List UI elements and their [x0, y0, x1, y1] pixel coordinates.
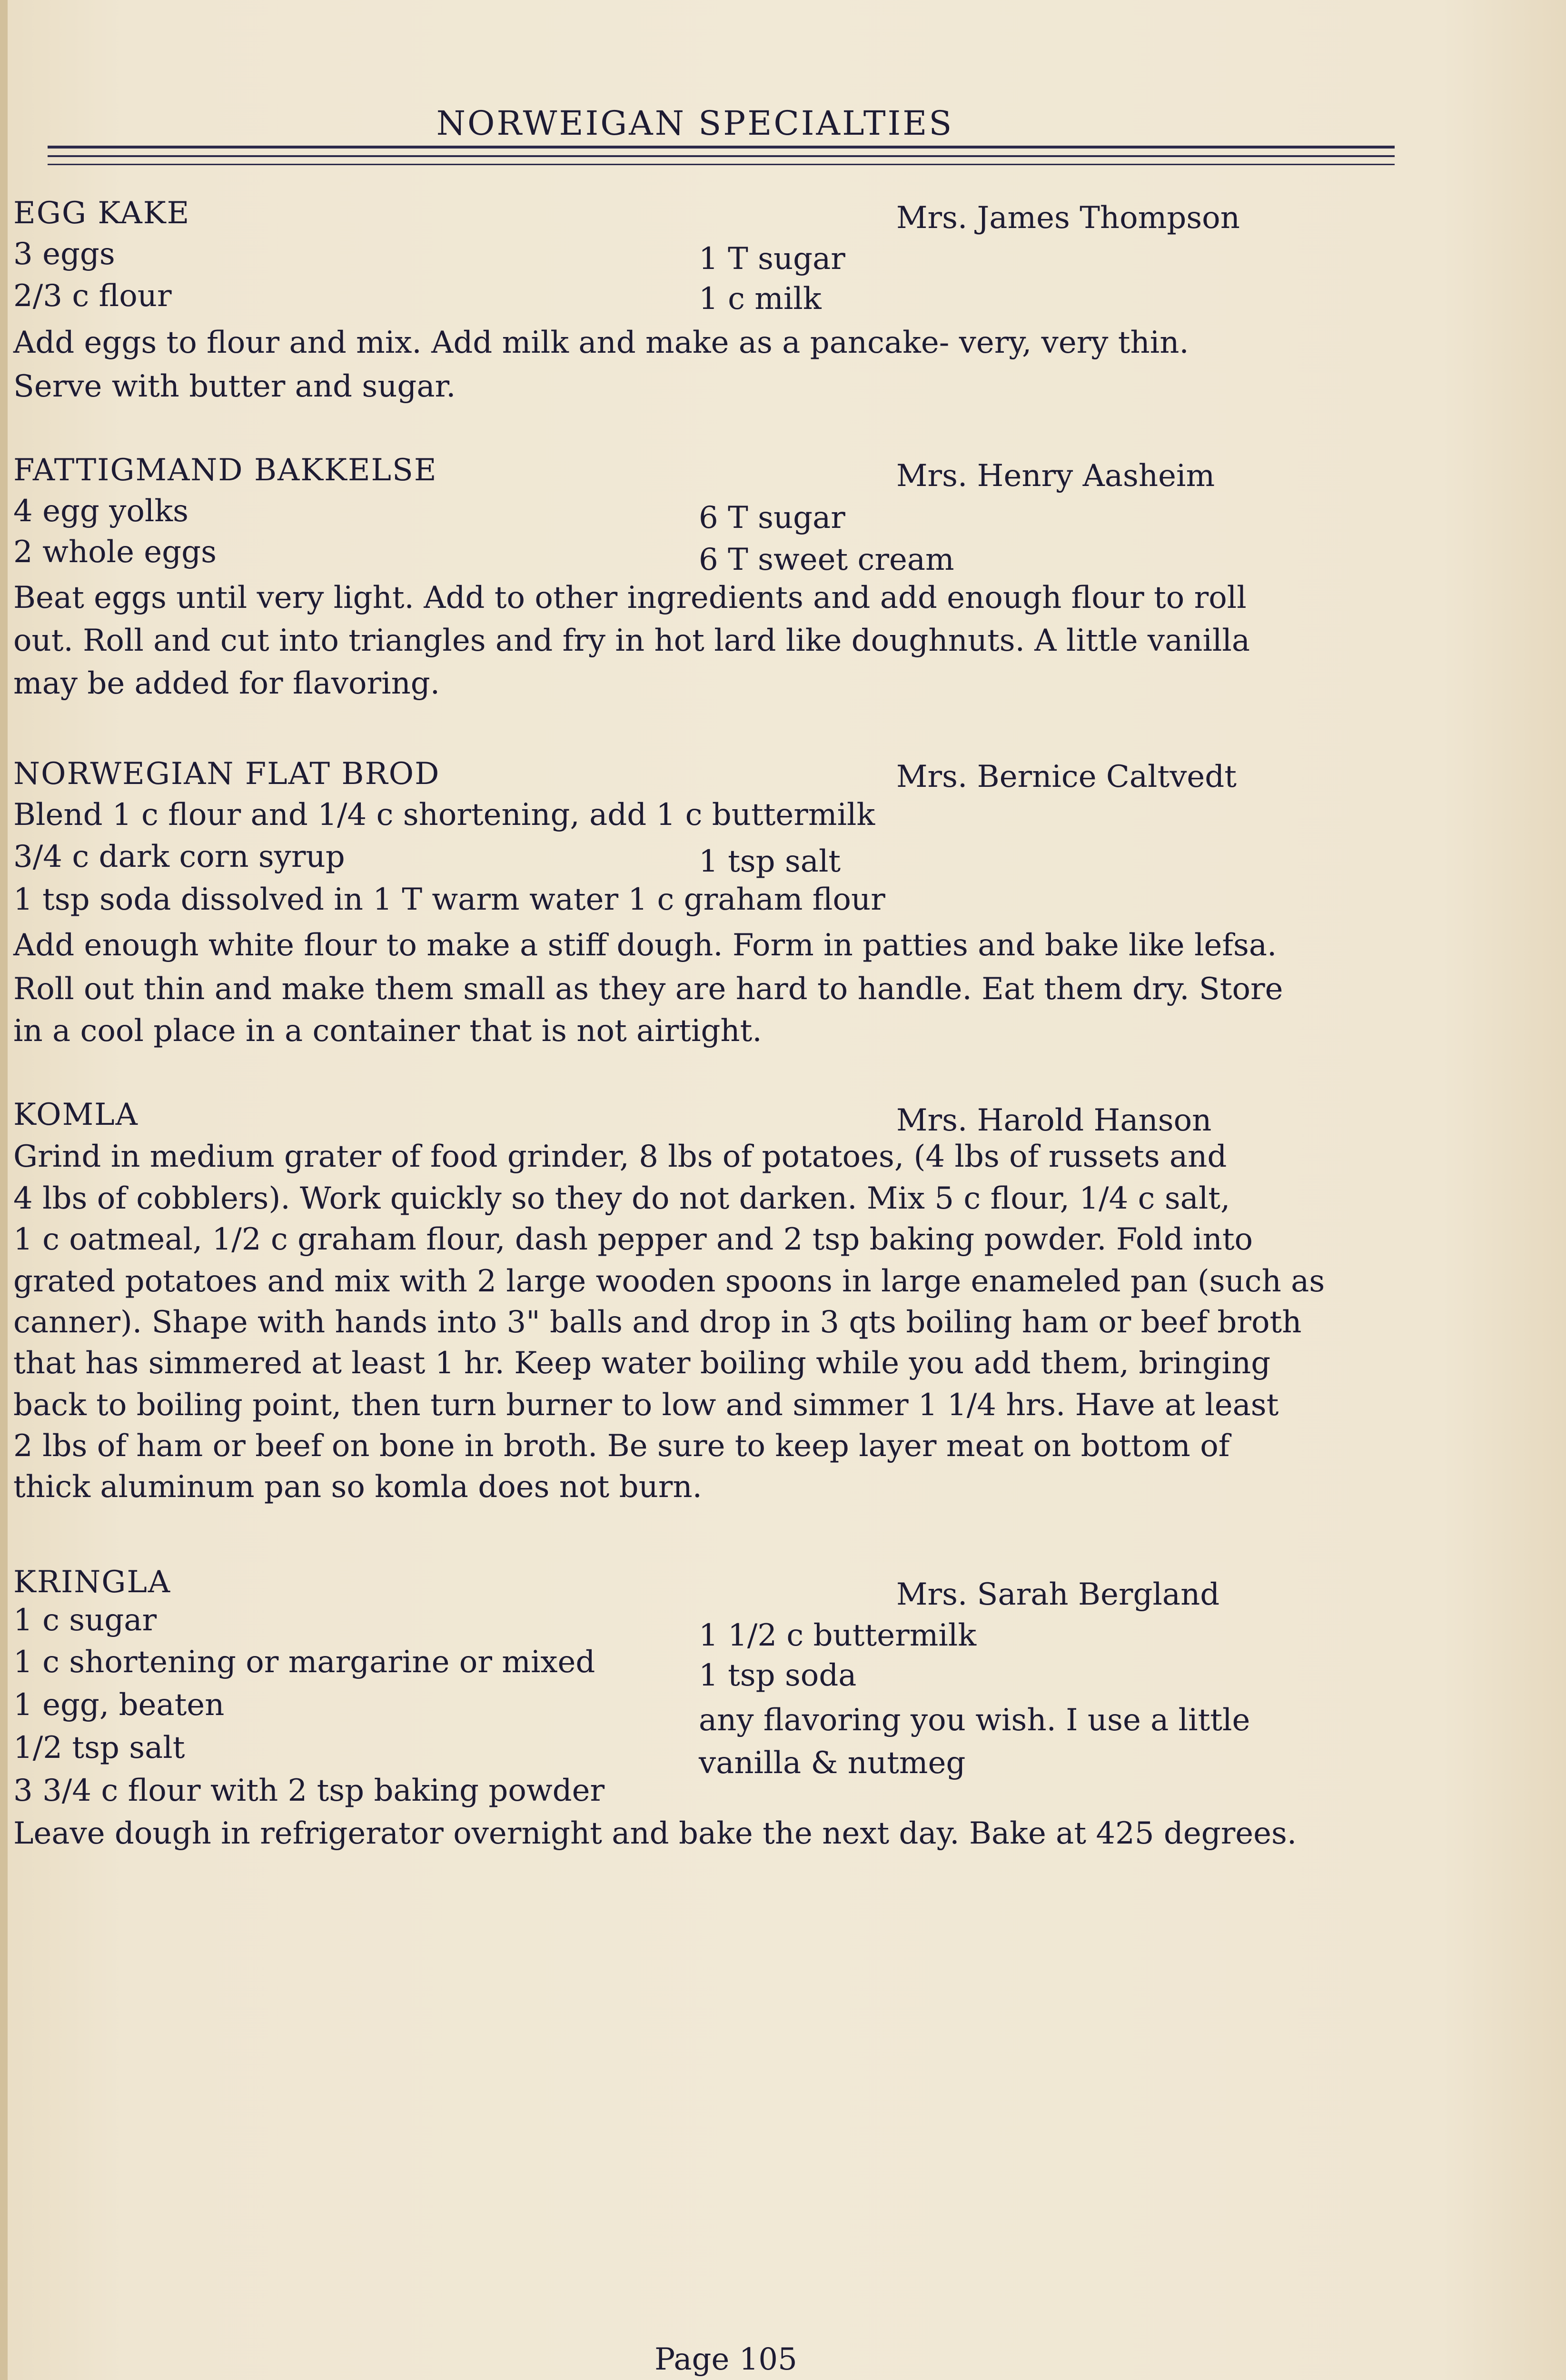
direction-line: Serve with butter and sugar. — [13, 369, 456, 404]
recipe-title: FATTIGMAND BAKKELSE — [13, 453, 437, 488]
ingredient: 1/2 tsp salt — [13, 1730, 185, 1765]
header-rule — [48, 164, 1395, 165]
direction-line: 1 c oatmeal, 1/2 c graham flour, dash pepper and 2 tsp baking powder. Fold into — [13, 1222, 1253, 1257]
body-line: 1 tsp salt — [699, 844, 841, 879]
direction-line: 2 lbs of ham or beef on bone in broth. Be sure to keep layer meat on bottom of — [13, 1428, 1230, 1464]
direction-line: grated potatoes and mix with 2 large wooden spoons in large enameled pan (such as — [13, 1264, 1325, 1299]
ingredient: 6 T sweet cream — [699, 542, 954, 577]
ingredient: 1 c shortening or margarine or mixed — [13, 1645, 595, 1680]
recipe-title: NORWEGIAN FLAT BROD — [13, 756, 440, 792]
ingredient: 2/3 c flour — [13, 278, 172, 314]
direction-line: Add eggs to flour and mix. Add milk and make as a pancake- very, very thin. — [13, 325, 1189, 360]
ingredient: 3 eggs — [13, 237, 115, 272]
direction-line: Grind in medium grater of food grinder, 8 lbs of potatoes, (4 lbs of russets and — [13, 1139, 1227, 1174]
header-rule — [48, 155, 1395, 157]
ingredient: 1 tsp soda — [699, 1658, 857, 1693]
ingredient: 1 T sugar — [699, 241, 845, 277]
recipe-title: EGG KAKE — [13, 196, 190, 231]
recipe-author: Mrs. Henry Aasheim — [896, 458, 1215, 494]
direction-line: back to boiling point, then turn burner to low and simmer 1 1/4 hrs. Have at least — [13, 1388, 1279, 1423]
direction-line: that has simmered at least 1 hr. Keep water boiling while you add them, bringing — [13, 1346, 1271, 1381]
recipe-author: Mrs. Bernice Caltvedt — [896, 759, 1237, 794]
body-line: Roll out thin and make them small as they are hard to handle. Eat them dry. Store — [13, 972, 1283, 1007]
body-line: Add enough white flour to make a stiff dough. Form in patties and bake like lefsa. — [13, 928, 1277, 963]
recipe-author: Mrs. Sarah Bergland — [896, 1577, 1220, 1612]
ingredient: 4 egg yolks — [13, 494, 188, 529]
ingredient: 1 egg, beaten — [13, 1687, 225, 1723]
direction-line: canner). Shape with hands into 3" balls and drop in 3 qts boiling ham or beef broth — [13, 1305, 1302, 1340]
ingredient: any flavoring you wish. I use a little — [699, 1703, 1250, 1738]
ingredient: 1 c milk — [699, 281, 822, 317]
ingredient: 3 3/4 c flour with 2 tsp baking powder — [13, 1773, 605, 1808]
direction-line: Beat eggs until very light. Add to other ingredients and add enough flour to roll — [13, 580, 1247, 615]
direction-line: out. Roll and cut into triangles and fry in hot lard like doughnuts. A little vanilla — [13, 623, 1250, 658]
page-header: NORWEIGAN SPECIALTIES — [436, 104, 954, 143]
ingredient: vanilla & nutmeg — [699, 1745, 966, 1781]
direction-line: thick aluminum pan so komla does not burn. — [13, 1469, 702, 1505]
header-rule — [48, 146, 1395, 149]
ingredient: 2 whole eggs — [13, 535, 217, 570]
ingredient: 1 1/2 c buttermilk — [699, 1618, 977, 1653]
ingredient: 6 T sugar — [699, 500, 845, 536]
direction-line: 4 lbs of cobblers). Work quickly so they do not darken. Mix 5 c flour, 1/4 c salt, — [13, 1181, 1230, 1216]
body-line: in a cool place in a container that is not airtight. — [13, 1013, 762, 1049]
body-line: Blend 1 c flour and 1/4 c shortening, add 1 c buttermilk — [13, 797, 875, 833]
recipe-author: Mrs. James Thompson — [896, 200, 1240, 236]
page-edge — [0, 0, 8, 2380]
recipe-title: KRINGLA — [13, 1565, 171, 1600]
body-line: 3/4 c dark corn syrup — [13, 839, 345, 874]
direction-line: may be added for flavoring. — [13, 666, 440, 701]
body-line: 1 tsp soda dissolved in 1 T warm water 1 c graham flour — [13, 882, 885, 917]
page-number: Page 105 — [654, 2342, 797, 2377]
ingredient: 1 c sugar — [13, 1603, 157, 1638]
recipe-title: KOMLA — [13, 1097, 139, 1132]
recipe-author: Mrs. Harold Hanson — [896, 1103, 1212, 1138]
direction-line: Leave dough in refrigerator overnight and bake the next day. Bake at 425 degrees. — [13, 1816, 1297, 1851]
